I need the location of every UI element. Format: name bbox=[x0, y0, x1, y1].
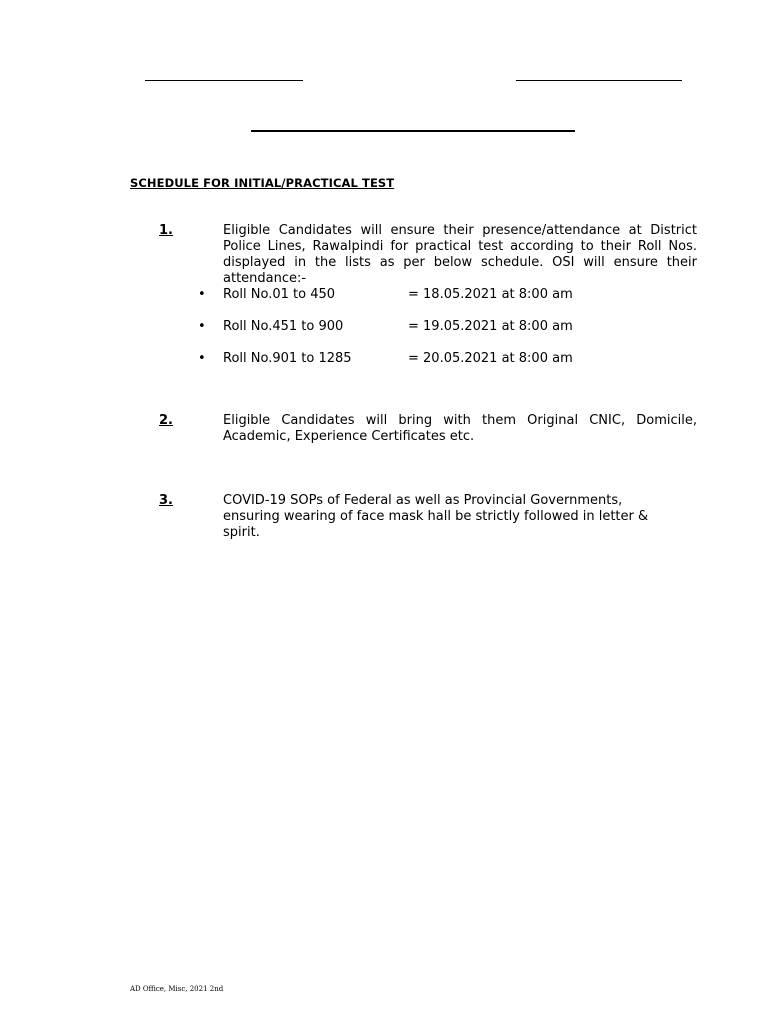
signature-line-left bbox=[145, 80, 303, 81]
item-number-2: 2. bbox=[159, 413, 173, 428]
item-number-3: 3. bbox=[159, 493, 173, 508]
schedule-rolls-3: Roll No.901 to 1285 bbox=[223, 351, 352, 366]
title-underline bbox=[251, 130, 575, 132]
item-text-1: Eligible Candidates will ensure their presence/attendance at District Police Lines, Rawalpindi for practical test according to their Roll Nos. displayed in the lists as per below schedule. OSI will ensure their attendance:- bbox=[223, 223, 697, 286]
item-text-2: Eligible Candidates will bring with them Original CNIC, Domicile, Academic, Experience Certificates etc. bbox=[223, 413, 697, 444]
footer-reference: AD Office, Misc, 2021 2nd bbox=[130, 985, 224, 993]
signature-line-right bbox=[516, 80, 682, 81]
schedule-date-3: = 20.05.2021 at 8:00 am bbox=[408, 351, 573, 366]
bullet-icon: • bbox=[198, 319, 206, 334]
schedule-date-2: = 19.05.2021 at 8:00 am bbox=[408, 319, 573, 334]
item-number-1: 1. bbox=[159, 223, 173, 238]
bullet-icon: • bbox=[198, 351, 206, 366]
schedule-heading: SCHEDULE FOR INITIAL/PRACTICAL TEST bbox=[130, 176, 395, 190]
schedule-rolls-1: Roll No.01 to 450 bbox=[223, 287, 336, 302]
schedule-rolls-2: Roll No.451 to 900 bbox=[223, 319, 344, 334]
item-text-3: COVID-19 SOPs of Federal as well as Provincial Governments, ensuring wearing of face mask hall be strictly followed in letter & spirit. bbox=[223, 493, 649, 540]
schedule-date-1: = 18.05.2021 at 8:00 am bbox=[408, 287, 573, 302]
bullet-icon: • bbox=[198, 287, 206, 302]
